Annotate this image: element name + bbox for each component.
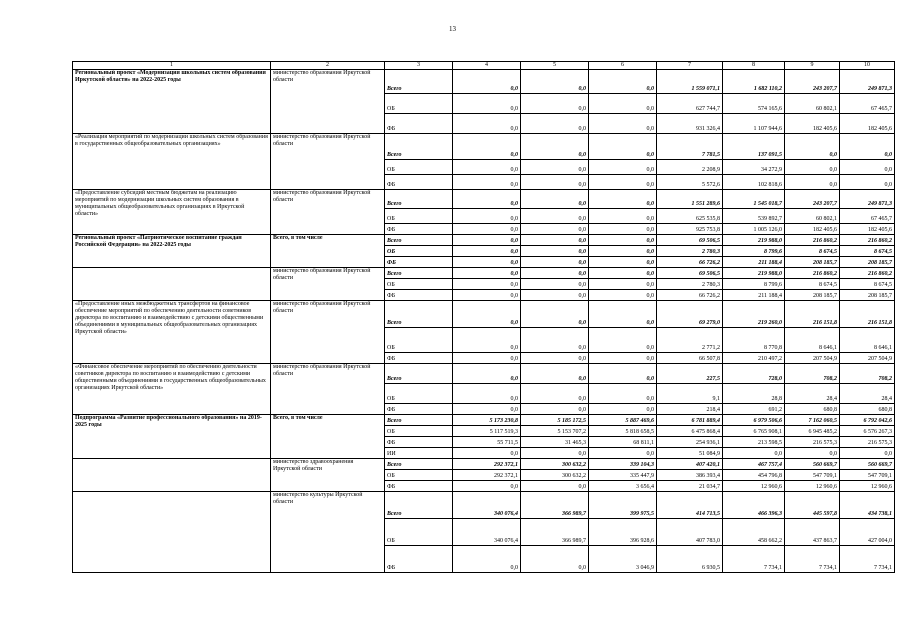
table-row (73, 268, 895, 279)
amount-cell: 7 734,1 (840, 546, 895, 573)
amount-cell: 208 185,7 (785, 290, 840, 301)
amount-cell: 213 598,5 (723, 437, 785, 448)
amount-cell: 28,8 (723, 384, 785, 404)
amount-cell: 0,0 (453, 246, 521, 257)
table-row (73, 459, 895, 470)
column-number: 3 (385, 62, 453, 70)
amount-cell: 219 988,0 (723, 235, 785, 246)
amount-cell: 8 646,1 (840, 328, 895, 353)
amount-cell: 207 504,9 (785, 353, 840, 364)
amount-cell: 8 646,1 (785, 328, 840, 353)
amount-cell: 0,0 (840, 134, 895, 160)
amount-cell: 399 975,5 (589, 492, 657, 519)
amount-cell: 0,0 (453, 328, 521, 353)
amount-cell: 0,0 (521, 94, 589, 114)
amount-cell: 396 928,6 (589, 519, 657, 546)
table-row (73, 364, 895, 384)
amount-cell: 366 989,7 (521, 492, 589, 519)
amount-cell: 0,0 (521, 384, 589, 404)
amount-cell: 0,0 (521, 353, 589, 364)
amount-cell: 0,0 (453, 364, 521, 384)
amount-cell: 458 662,2 (723, 519, 785, 546)
column-number: 5 (521, 62, 589, 70)
funding-source: ОБ (385, 94, 453, 114)
amount-cell: 0,0 (453, 546, 521, 573)
amount-cell: 28,4 (785, 384, 840, 404)
amount-cell: 249 871,3 (840, 70, 895, 94)
amount-cell: 69 506,5 (657, 235, 723, 246)
table-row (73, 301, 895, 328)
amount-cell: 627 744,7 (657, 94, 723, 114)
executor: министерство культуры Иркутской области (271, 492, 385, 573)
amount-cell: 249 871,3 (840, 190, 895, 209)
funding-source: Всего (385, 268, 453, 279)
item-name: Региональный проект «Патриотическое воспитание граждан Российской Федерации» на 2022-2025 годы (73, 235, 271, 268)
amount-cell: 0,0 (521, 114, 589, 134)
amount-cell: 0,0 (453, 279, 521, 290)
amount-cell: 5 173 230,8 (453, 415, 521, 426)
amount-cell: 5 572,6 (657, 175, 723, 190)
amount-cell: 216 575,3 (785, 437, 840, 448)
amount-cell: 216 575,3 (840, 437, 895, 448)
amount-cell: 1 005 126,0 (723, 224, 785, 235)
funding-source: ОБ (385, 160, 453, 175)
item-name: «Реализация мероприятий по модернизации школьных систем образования в государственных общеобразовательных организациях» (73, 134, 271, 190)
amount-cell: 0,0 (453, 268, 521, 279)
amount-cell: 437 863,7 (785, 519, 840, 546)
amount-cell: 6 945 485,2 (785, 426, 840, 437)
amount-cell: 0,0 (521, 448, 589, 459)
amount-cell: 0,0 (521, 279, 589, 290)
amount-cell: 227,5 (657, 364, 723, 384)
amount-cell: 12 960,6 (785, 481, 840, 492)
amount-cell: 0,0 (589, 70, 657, 94)
amount-cell: 2 780,3 (657, 246, 723, 257)
funding-source: ОБ (385, 279, 453, 290)
amount-cell: 5 818 658,5 (589, 426, 657, 437)
amount-cell: 0,0 (840, 448, 895, 459)
amount-cell: 60 802,1 (785, 209, 840, 224)
amount-cell: 445 597,8 (785, 492, 840, 519)
amount-cell: 340 076,4 (453, 492, 521, 519)
amount-cell: 1 682 110,2 (723, 70, 785, 94)
amount-cell: 0,0 (453, 224, 521, 235)
funding-source: Всего (385, 190, 453, 209)
amount-cell: 5 887 469,6 (589, 415, 657, 426)
amount-cell: 8 770,8 (723, 328, 785, 353)
amount-cell: 454 796,8 (723, 470, 785, 481)
funding-source: ОБ (385, 426, 453, 437)
amount-cell: 0,0 (453, 481, 521, 492)
amount-cell: 7 734,1 (785, 546, 840, 573)
amount-cell: 3 656,4 (589, 481, 657, 492)
amount-cell: 0,0 (521, 290, 589, 301)
amount-cell: 467 757,4 (723, 459, 785, 470)
amount-cell: 219 260,0 (723, 301, 785, 328)
amount-cell: 292 372,1 (453, 470, 521, 481)
amount-cell: 340 076,4 (453, 519, 521, 546)
item-name (73, 268, 271, 301)
amount-cell: 0,0 (453, 175, 521, 190)
amount-cell: 0,0 (589, 384, 657, 404)
amount-cell: 300 632,2 (521, 459, 589, 470)
amount-cell: 182 405,6 (785, 224, 840, 235)
table-header-row (73, 62, 895, 70)
amount-cell: 51 084,9 (657, 448, 723, 459)
amount-cell: 0,0 (840, 175, 895, 190)
item-name (73, 459, 271, 492)
amount-cell: 0,0 (589, 328, 657, 353)
amount-cell: 6 792 042,6 (840, 415, 895, 426)
amount-cell: 216 860,2 (785, 235, 840, 246)
amount-cell: 0,0 (785, 134, 840, 160)
amount-cell: 66 726,2 (657, 257, 723, 268)
amount-cell: 708,2 (840, 364, 895, 384)
budget-table (72, 61, 895, 573)
amount-cell: 0,0 (589, 279, 657, 290)
amount-cell: 3 046,9 (589, 546, 657, 573)
amount-cell: 0,0 (589, 134, 657, 160)
amount-cell: 0,0 (521, 160, 589, 175)
column-number: 6 (589, 62, 657, 70)
funding-source: ФБ (385, 546, 453, 573)
amount-cell: 0,0 (453, 190, 521, 209)
amount-cell: 0,0 (521, 209, 589, 224)
item-name (73, 492, 271, 573)
amount-cell: 216 860,2 (840, 268, 895, 279)
amount-cell: 0,0 (589, 209, 657, 224)
amount-cell: 680,8 (840, 404, 895, 415)
amount-cell: 0,0 (453, 160, 521, 175)
amount-cell: 1 545 018,7 (723, 190, 785, 209)
funding-source: ОБ (385, 384, 453, 404)
amount-cell: 68 811,1 (589, 437, 657, 448)
executor: министерство образования Иркутской области (271, 364, 385, 415)
amount-cell: 708,2 (785, 364, 840, 384)
amount-cell: 7 162 060,5 (785, 415, 840, 426)
funding-source: ФБ (385, 481, 453, 492)
amount-cell: 182 405,6 (785, 114, 840, 134)
funding-source: Всего (385, 364, 453, 384)
amount-cell: 7 781,5 (657, 134, 723, 160)
table-row (73, 134, 895, 160)
amount-cell: 625 535,8 (657, 209, 723, 224)
amount-cell: 66 507,8 (657, 353, 723, 364)
amount-cell: 0,0 (453, 70, 521, 94)
table-row (73, 492, 895, 519)
amount-cell: 0,0 (521, 481, 589, 492)
amount-cell: 691,2 (723, 404, 785, 415)
amount-cell: 0,0 (521, 301, 589, 328)
table-row (73, 70, 895, 94)
amount-cell: 208 185,7 (840, 290, 895, 301)
funding-source: Всего (385, 301, 453, 328)
amount-cell: 547 709,1 (840, 470, 895, 481)
amount-cell: 2 780,3 (657, 279, 723, 290)
amount-cell: 0,0 (521, 70, 589, 94)
amount-cell: 0,0 (521, 546, 589, 573)
amount-cell: 0,0 (589, 246, 657, 257)
amount-cell: 560 669,7 (840, 459, 895, 470)
amount-cell: 0,0 (589, 190, 657, 209)
amount-cell: 6 930,5 (657, 546, 723, 573)
amount-cell: 0,0 (453, 209, 521, 224)
amount-cell: 0,0 (521, 246, 589, 257)
funding-source: ФБ (385, 224, 453, 235)
amount-cell: 0,0 (521, 175, 589, 190)
amount-cell: 102 818,6 (723, 175, 785, 190)
amount-cell: 0,0 (521, 404, 589, 415)
table-row (73, 235, 895, 246)
amount-cell: 28,4 (840, 384, 895, 404)
amount-cell: 539 892,7 (723, 209, 785, 224)
amount-cell: 211 188,4 (723, 290, 785, 301)
amount-cell: 1 107 944,6 (723, 114, 785, 134)
amount-cell: 69 279,0 (657, 301, 723, 328)
amount-cell: 0,0 (589, 364, 657, 384)
column-number: 10 (840, 62, 895, 70)
amount-cell: 0,0 (589, 404, 657, 415)
amount-cell: 8 799,6 (723, 246, 785, 257)
amount-cell: 7 734,1 (723, 546, 785, 573)
amount-cell: 0,0 (453, 301, 521, 328)
item-name: «Предоставление субсидий местным бюджетам на реализацию мероприятий по модернизации школьных систем образования в муниципальных общеобразовательных организациях в Иркутской области» (73, 190, 271, 235)
amount-cell: 0,0 (589, 257, 657, 268)
amount-cell: 2 771,2 (657, 328, 723, 353)
amount-cell: 137 091,5 (723, 134, 785, 160)
amount-cell: 0,0 (589, 114, 657, 134)
funding-source: Всего (385, 459, 453, 470)
amount-cell: 386 393,4 (657, 470, 723, 481)
amount-cell: 335 447,9 (589, 470, 657, 481)
amount-cell: 5 153 707,2 (521, 426, 589, 437)
amount-cell: 8 799,6 (723, 279, 785, 290)
amount-cell: 0,0 (453, 257, 521, 268)
amount-cell: 0,0 (785, 160, 840, 175)
amount-cell: 69 506,5 (657, 268, 723, 279)
amount-cell: 210 497,2 (723, 353, 785, 364)
amount-cell: 0,0 (453, 353, 521, 364)
column-number: 1 (73, 62, 271, 70)
amount-cell: 0,0 (589, 268, 657, 279)
column-number: 8 (723, 62, 785, 70)
amount-cell: 0,0 (453, 235, 521, 246)
amount-cell: 0,0 (589, 94, 657, 114)
amount-cell: 219 988,0 (723, 268, 785, 279)
table-row (73, 415, 895, 426)
executor: Всего, в том числе (271, 415, 385, 459)
amount-cell: 0,0 (589, 448, 657, 459)
amount-cell: 0,0 (589, 235, 657, 246)
amount-cell: 1 551 289,6 (657, 190, 723, 209)
amount-cell: 0,0 (723, 448, 785, 459)
amount-cell: 0,0 (453, 404, 521, 415)
amount-cell: 6 979 506,6 (723, 415, 785, 426)
amount-cell: 560 669,7 (785, 459, 840, 470)
funding-source: Всего (385, 415, 453, 426)
amount-cell: 547 709,1 (785, 470, 840, 481)
amount-cell: 728,0 (723, 364, 785, 384)
column-number: 2 (271, 62, 385, 70)
amount-cell: 0,0 (589, 160, 657, 175)
executor: министерство образования Иркутской области (271, 190, 385, 235)
amount-cell: 208 185,7 (785, 257, 840, 268)
amount-cell: 0,0 (453, 94, 521, 114)
executor: Всего, в том числе (271, 235, 385, 268)
amount-cell: 0,0 (785, 448, 840, 459)
amount-cell: 182 405,6 (840, 114, 895, 134)
amount-cell: 0,0 (589, 353, 657, 364)
amount-cell: 0,0 (521, 364, 589, 384)
executor: министерство здравоохранения Иркутской области (271, 459, 385, 492)
column-number: 9 (785, 62, 840, 70)
amount-cell: 434 738,1 (840, 492, 895, 519)
amount-cell: 55 711,5 (453, 437, 521, 448)
item-name: Региональный проект «Модернизация школьных систем образования Иркутской области» на 2022-2025 годы (73, 70, 271, 134)
amount-cell: 9,1 (657, 384, 723, 404)
amount-cell: 67 465,7 (840, 209, 895, 224)
amount-cell: 243 207,7 (785, 70, 840, 94)
amount-cell: 207 504,9 (840, 353, 895, 364)
amount-cell: 0,0 (589, 224, 657, 235)
item-name: «Предоставление иных межбюджетных трансфертов на финансовое обеспечение мероприятий по обеспечению деятельности советников директора по воспитанию и взаимодействию с детскими общественными объединениями в муниципальных общеобразовательных организациях Иркутской области» (73, 301, 271, 364)
amount-cell: 218,4 (657, 404, 723, 415)
funding-source: Всего (385, 70, 453, 94)
amount-cell: 12 960,6 (840, 481, 895, 492)
amount-cell: 466 396,3 (723, 492, 785, 519)
amount-cell: 339 104,3 (589, 459, 657, 470)
amount-cell: 8 674,5 (785, 246, 840, 257)
amount-cell: 0,0 (521, 328, 589, 353)
funding-source: ОБ (385, 246, 453, 257)
executor: министерство образования Иркутской области (271, 134, 385, 190)
amount-cell: 6 765 908,1 (723, 426, 785, 437)
funding-source: Всего (385, 492, 453, 519)
amount-cell: 407 420,1 (657, 459, 723, 470)
amount-cell: 60 802,1 (785, 94, 840, 114)
amount-cell: 0,0 (521, 235, 589, 246)
amount-cell: 182 405,6 (840, 224, 895, 235)
amount-cell: 0,0 (521, 257, 589, 268)
amount-cell: 8 674,5 (840, 246, 895, 257)
amount-cell: 6 475 868,4 (657, 426, 723, 437)
amount-cell: 0,0 (589, 290, 657, 301)
funding-source: ФБ (385, 114, 453, 134)
amount-cell: 216 860,2 (840, 235, 895, 246)
amount-cell: 0,0 (453, 448, 521, 459)
funding-source: ФБ (385, 257, 453, 268)
amount-cell: 0,0 (589, 301, 657, 328)
item-name: Подпрограмма «Развитие профессионального образования» на 2019-2025 годы (73, 415, 271, 459)
amount-cell: 216 860,2 (785, 268, 840, 279)
funding-source: ОБ (385, 470, 453, 481)
column-number: 4 (453, 62, 521, 70)
funding-source: ИИ (385, 448, 453, 459)
amount-cell: 0,0 (453, 290, 521, 301)
amount-cell: 0,0 (785, 175, 840, 190)
amount-cell: 1 559 071,1 (657, 70, 723, 94)
amount-cell: 208 185,7 (840, 257, 895, 268)
funding-source: ОБ (385, 519, 453, 546)
funding-source: ОБ (385, 328, 453, 353)
page-number: 13 (449, 25, 456, 33)
amount-cell: 0,0 (453, 384, 521, 404)
executor: министерство образования Иркутской области (271, 70, 385, 134)
amount-cell: 12 960,6 (723, 481, 785, 492)
amount-cell: 574 165,6 (723, 94, 785, 114)
column-number: 7 (657, 62, 723, 70)
amount-cell: 0,0 (521, 190, 589, 209)
funding-source: Всего (385, 134, 453, 160)
amount-cell: 6 576 267,3 (840, 426, 895, 437)
amount-cell: 0,0 (521, 224, 589, 235)
funding-source: Всего (385, 235, 453, 246)
amount-cell: 8 674,5 (840, 279, 895, 290)
amount-cell: 366 989,7 (521, 519, 589, 546)
amount-cell: 34 272,9 (723, 160, 785, 175)
amount-cell: 211 188,4 (723, 257, 785, 268)
amount-cell: 8 674,5 (785, 279, 840, 290)
amount-cell: 0,0 (521, 268, 589, 279)
amount-cell: 0,0 (589, 175, 657, 190)
item-name: «Финансовое обеспечение мероприятий по обеспечению деятельности советников директора по воспитанию и взаимодействию с детскими общественными объединениями в государственных общеобразовательных организациях Иркутской области» (73, 364, 271, 415)
amount-cell: 925 753,8 (657, 224, 723, 235)
amount-cell: 0,0 (521, 134, 589, 160)
amount-cell: 21 034,7 (657, 481, 723, 492)
amount-cell: 300 632,2 (521, 470, 589, 481)
amount-cell: 216 151,8 (840, 301, 895, 328)
table-row (73, 190, 895, 209)
funding-source: ФБ (385, 353, 453, 364)
amount-cell: 931 326,4 (657, 114, 723, 134)
funding-source: ОБ (385, 209, 453, 224)
amount-cell: 66 726,2 (657, 290, 723, 301)
amount-cell: 216 151,8 (785, 301, 840, 328)
amount-cell: 0,0 (453, 114, 521, 134)
amount-cell: 407 783,0 (657, 519, 723, 546)
amount-cell: 0,0 (453, 134, 521, 160)
executor: министерство образования Иркутской области (271, 268, 385, 301)
amount-cell: 680,8 (785, 404, 840, 415)
amount-cell: 67 465,7 (840, 94, 895, 114)
funding-source: ФБ (385, 437, 453, 448)
amount-cell: 427 004,0 (840, 519, 895, 546)
funding-source: ФБ (385, 404, 453, 415)
funding-source: ФБ (385, 175, 453, 190)
amount-cell: 243 207,7 (785, 190, 840, 209)
amount-cell: 31 465,3 (521, 437, 589, 448)
amount-cell: 5 185 172,5 (521, 415, 589, 426)
amount-cell: 254 936,1 (657, 437, 723, 448)
amount-cell: 292 372,1 (453, 459, 521, 470)
funding-source: ФБ (385, 290, 453, 301)
executor: министерство образования Иркутской области (271, 301, 385, 364)
amount-cell: 5 117 519,3 (453, 426, 521, 437)
amount-cell: 414 713,5 (657, 492, 723, 519)
amount-cell: 0,0 (840, 160, 895, 175)
amount-cell: 2 208,9 (657, 160, 723, 175)
amount-cell: 6 781 889,4 (657, 415, 723, 426)
